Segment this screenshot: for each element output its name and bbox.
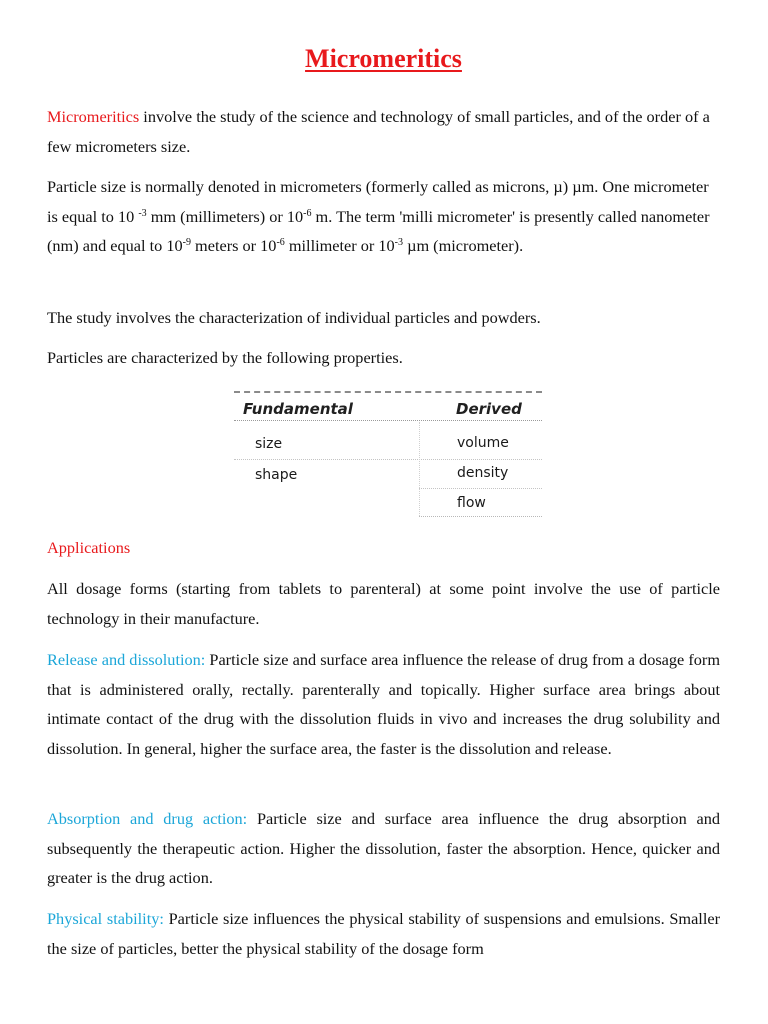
particle-size-text-5: millimeter or 10 bbox=[284, 236, 395, 255]
exponent-1: -3 bbox=[138, 207, 147, 219]
table-row-rule-2 bbox=[419, 488, 542, 489]
stability-paragraph bbox=[47, 904, 720, 963]
table-cell-derived: volume bbox=[457, 435, 509, 451]
absorption-label: Absorption and drug action: bbox=[47, 809, 248, 828]
exponent-2: -6 bbox=[303, 207, 312, 219]
table-column-divider bbox=[419, 422, 420, 516]
absorption-paragraph bbox=[47, 804, 720, 893]
properties-intro-paragraph: Particles are characterized by the following properties. bbox=[47, 348, 403, 367]
table-bottom-rule bbox=[419, 516, 542, 517]
exponent-5: -3 bbox=[394, 237, 403, 248]
page-title: Micromeritics bbox=[305, 44, 462, 73]
absorption-text: Particle size and surface area influence the drug absorption and subsequently the therapeutic action. Higher the dissolution, faster the absorption. Hence, quicker and greater is the drug action. bbox=[47, 809, 720, 887]
properties-table-image bbox=[234, 388, 542, 520]
release-paragraph bbox=[47, 645, 720, 763]
particle-size-text-6: µm (micrometer). bbox=[403, 236, 524, 255]
stability-label: Physical stability: bbox=[47, 909, 164, 928]
table-cell-fundamental: shape bbox=[255, 467, 298, 483]
table-row-rule-1 bbox=[234, 459, 542, 460]
table-cell-fundamental: size bbox=[255, 436, 283, 452]
table-header-rule bbox=[234, 420, 542, 421]
release-text: Particle size and surface area influence the release of drug from a dosage form that is administered orally, rectally. parenterally and topically. Higher surface area brings about intimate contact of the drug with the dissolution fluids in vivo and increases the drug solubility and dissolution. In general, higher the surface area, the faster is the dissolution and release. bbox=[47, 650, 721, 758]
table-top-rule bbox=[234, 391, 542, 393]
particle-size-text-1: Particle size is normally denoted in micrometers (formerly called as microns, µ) µm. One micrometer is equal to 10 bbox=[47, 177, 709, 226]
table-cell-derived: density bbox=[457, 465, 509, 481]
table-header-derived: Derived bbox=[456, 400, 522, 418]
intro-text: involve the study of the science and technology of small particles, and of the order of a few micrometers size. bbox=[47, 107, 710, 156]
particle-size-text-3: m. The term 'milli micrometer' is presently called nanometer (nm) and equal to 10 bbox=[47, 206, 710, 255]
study-paragraph: The study involves the characterization of individual particles and powders. bbox=[47, 308, 541, 327]
applications-paragraph: All dosage forms (starting from tablets to parenteral) at some point involve the use of particle technology in their manufacture. bbox=[47, 579, 720, 628]
release-label: Release and dissolution: bbox=[47, 650, 206, 669]
intro-paragraph bbox=[47, 102, 720, 161]
applications-heading: Applications bbox=[47, 538, 131, 557]
intro-term: Micromeritics bbox=[47, 107, 140, 126]
stability-text: Particle size influences the physical stability of suspensions and emulsions. Smaller the size of particles, better the physical stability of the dosage form bbox=[47, 909, 721, 958]
particle-size-paragraph bbox=[47, 172, 720, 261]
exponent-3: -9 bbox=[182, 237, 191, 248]
table-cell-derived: flow bbox=[457, 495, 486, 511]
particle-size-text-2: mm (millimeters) or 10 bbox=[146, 206, 304, 226]
exponent-4: -6 bbox=[276, 237, 285, 248]
table-header-fundamental: Fundamental bbox=[243, 400, 353, 418]
particle-size-text-4: meters or 10 bbox=[190, 236, 277, 255]
